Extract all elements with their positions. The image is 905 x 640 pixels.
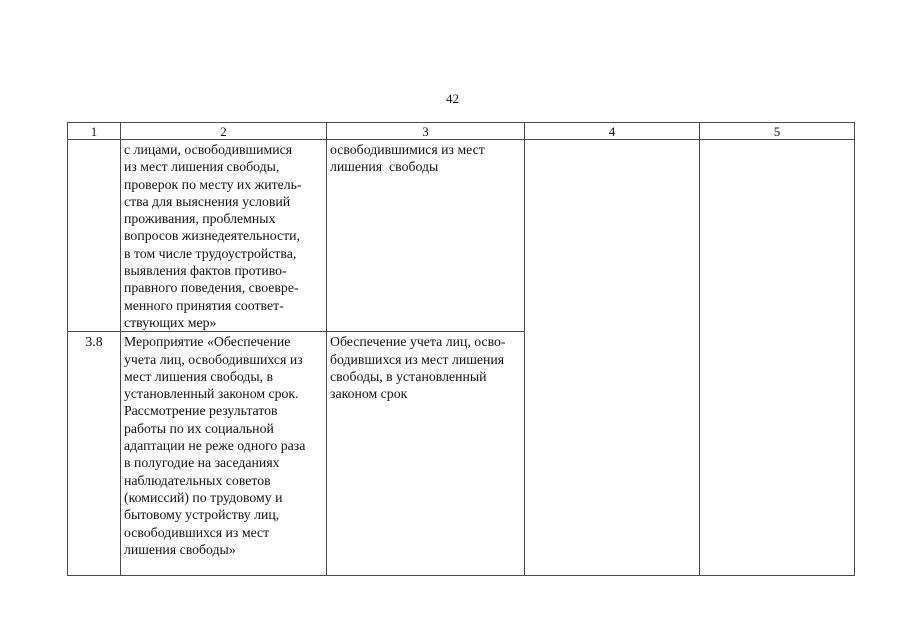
cell-text-line: в полугодие на заседаниях — [124, 455, 280, 471]
cell-text-line: правного поведения, своевре- — [124, 280, 299, 296]
table-cell-number: 3.8 — [68, 332, 121, 576]
table-cell-result — [327, 140, 525, 332]
data-table — [67, 122, 855, 576]
cell-text-line: с лицами, освободившимися — [124, 142, 293, 157]
cell-text-line: мест лишения свободы, в — [124, 368, 274, 384]
column-header: 2 — [121, 123, 327, 140]
table-cell-measure — [121, 332, 327, 576]
cell-text-line: бодившихся из мест лишения — [330, 351, 505, 367]
cell-text-line: в том числе трудоустройства, — [124, 245, 297, 261]
table-cell-col4 — [525, 140, 700, 576]
cell-text-line: Мероприятие «Обеспечение — [124, 334, 291, 350]
cell-text-line: менного принятия соответ- — [124, 297, 284, 313]
cell-text-line: освободившимися из мест — [330, 142, 485, 157]
cell-text-line: наблюдательных советов — [124, 472, 271, 488]
table-header-row — [68, 123, 855, 140]
column-header: 4 — [525, 123, 700, 140]
cell-text-line: адаптации не реже одного раза — [124, 438, 306, 454]
table-cell-result — [327, 332, 525, 576]
cell-text-line: законом срок — [330, 386, 408, 402]
cell-text-line: освободившихся из мест — [124, 524, 270, 540]
cell-text-line: Рассмотрение результатов — [124, 403, 278, 419]
table-cell-col5 — [700, 140, 855, 576]
cell-text-line: лишения свободы» — [124, 541, 236, 557]
cell-text-line: бытовому устройству лиц, — [124, 507, 280, 523]
cell-text-line: (комиссий) по трудовому и — [124, 489, 283, 505]
cell-text-line: ствующих мер» — [124, 314, 217, 330]
cell-text-line: из мест лишения свободы, — [124, 159, 280, 175]
cell-text-line: проживания, проблемных — [124, 211, 276, 227]
cell-text-line: проверок по месту их житель- — [124, 176, 302, 192]
cell-text-line: работы по их социальной — [124, 420, 274, 436]
column-header: 5 — [700, 123, 855, 140]
table-cell-measure — [121, 140, 327, 332]
column-header: 3 — [327, 123, 525, 140]
table-row — [68, 140, 855, 332]
cell-text-line: свободы, в установленный — [330, 368, 487, 384]
cell-text-line: лишения свободы — [330, 159, 439, 175]
column-header: 1 — [68, 123, 121, 140]
page-number: 42 — [446, 91, 459, 106]
cell-text-line: вопросов жизнедеятельности, — [124, 228, 300, 244]
cell-text-line: выявления фактов противо- — [124, 263, 287, 279]
cell-text-line: ства для выяснения условий — [124, 193, 291, 209]
cell-text-line: Обеспечение учета лиц, осво- — [330, 334, 506, 350]
table-cell-number — [68, 140, 121, 332]
cell-text-line: учета лиц, освободившихся из — [124, 351, 303, 367]
cell-text-line: установленный законом срок. — [124, 386, 299, 402]
